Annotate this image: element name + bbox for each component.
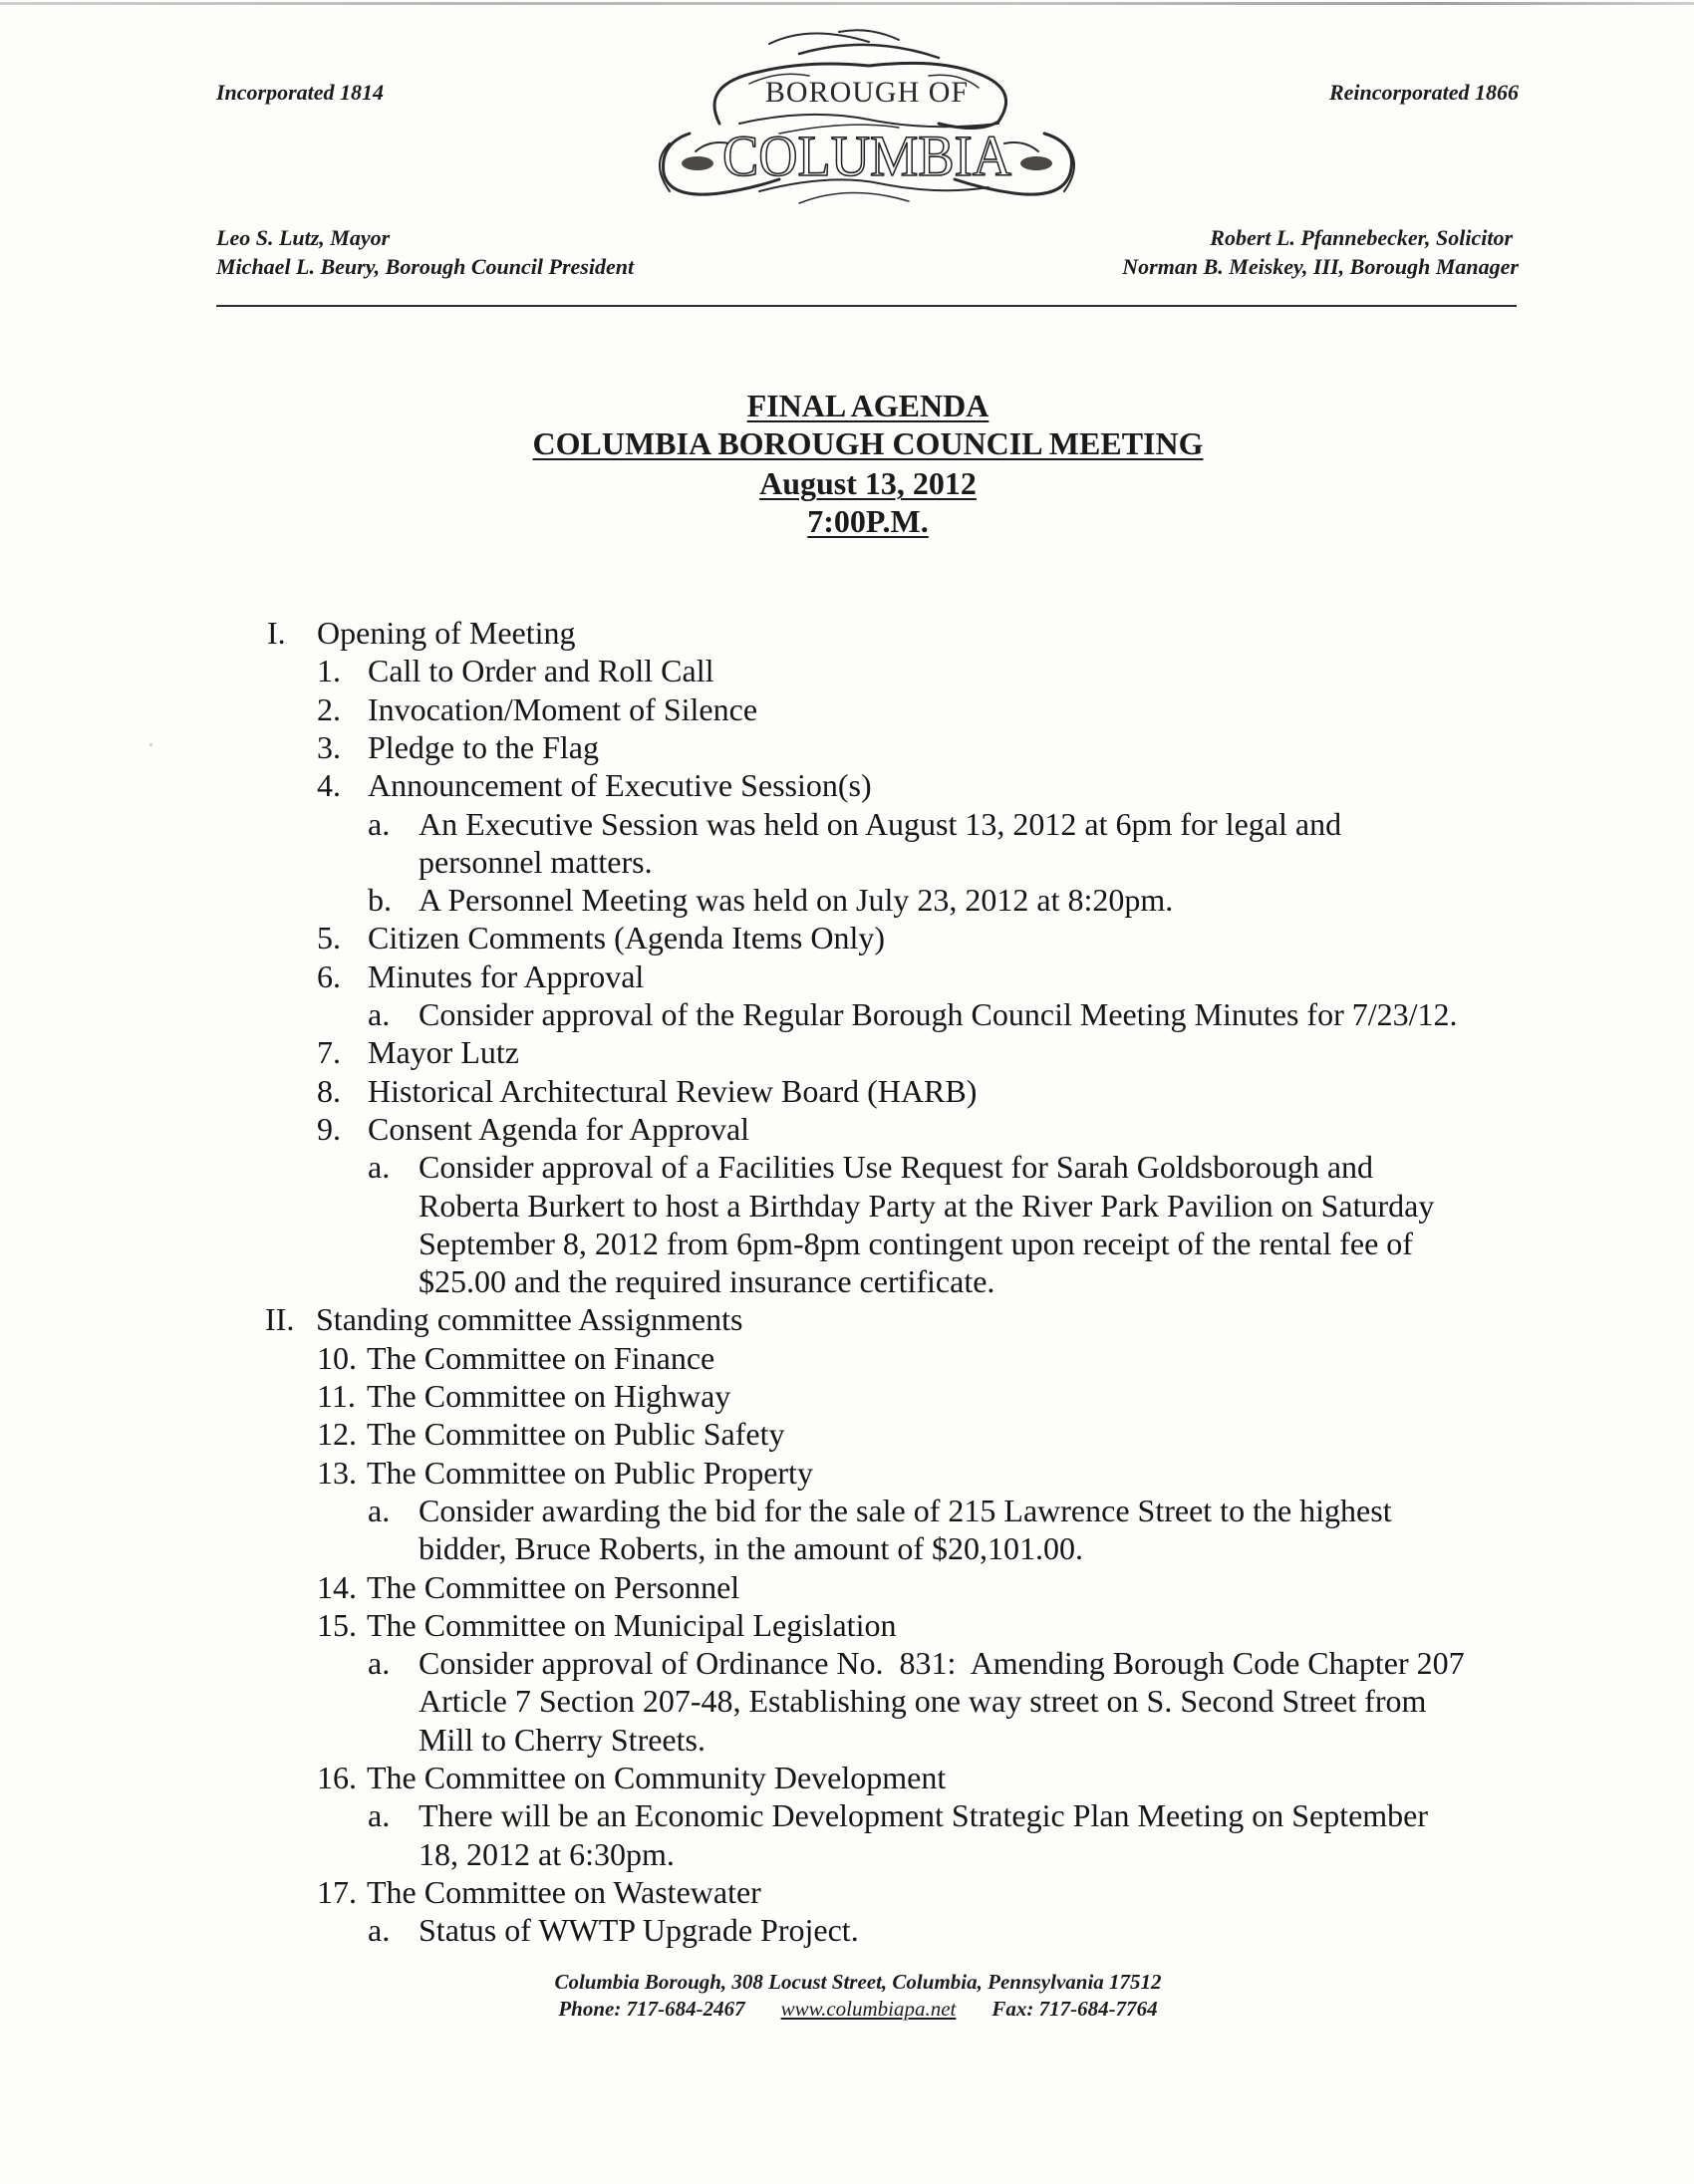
sub-item-line: Article 7 Section 207-48, Establishing one way street on S. Second Street from xyxy=(419,1683,1427,1719)
title-date: August 13, 2012 xyxy=(759,465,977,501)
item-number: 7. xyxy=(317,1034,341,1070)
agenda-item: Announcement of Executive Session(s) xyxy=(368,767,872,803)
sub-item-line: A Personnel Meeting was held on July 23, 2012 at 8:20pm. xyxy=(419,882,1174,918)
item-number: 1. xyxy=(317,653,341,688)
sub-letter: a. xyxy=(368,996,391,1032)
sub-item-line: There will be an Economic Development Strategic Plan Meeting on September xyxy=(419,1797,1429,1833)
borough-logo xyxy=(650,24,1084,207)
incorporated-label: Incorporated 1814 xyxy=(216,80,385,105)
item-number: 14. xyxy=(317,1569,357,1605)
sub-item-line: Consider approval of the Regular Borough Council Meeting Minutes for 7/23/12. xyxy=(419,996,1458,1032)
agenda-item: Invocation/Moment of Silence xyxy=(368,691,758,727)
agenda-item: The Committee on Community Development xyxy=(367,1760,947,1795)
item-number: 15. xyxy=(317,1607,357,1643)
item-number: 6. xyxy=(317,958,341,994)
agenda-item: Mayor Lutz xyxy=(368,1034,519,1070)
footer-address: Columbia Borough, 308 Locust Street, Columbia, Pennsylvania 17512 xyxy=(554,1970,1162,1994)
official-mayor: Leo S. Lutz, Mayor xyxy=(216,225,391,250)
sub-item-line: Mill to Cherry Streets. xyxy=(419,1722,706,1758)
item-number: 11. xyxy=(317,1378,356,1414)
agenda-item: Minutes for Approval xyxy=(368,958,645,994)
sub-item-line: An Executive Session was held on August 13, 2012 at 6pm for legal and xyxy=(419,806,1342,842)
sub-letter: a. xyxy=(368,1912,391,1948)
footer-contact xyxy=(0,1996,1694,2023)
agenda-item: The Committee on Municipal Legislation xyxy=(367,1607,897,1643)
item-number: 13. xyxy=(317,1455,357,1491)
item-number: 12. xyxy=(317,1416,357,1452)
sub-letter: a. xyxy=(368,1493,391,1528)
sub-letter: a. xyxy=(368,1149,391,1185)
agenda-item: Pledge to the Flag xyxy=(368,729,599,765)
sub-item-line: Consider approval of a Facilities Use Request for Sarah Goldsborough and xyxy=(419,1149,1374,1185)
sub-item-line: Roberta Burkert to host a Birthday Party at the River Park Pavilion on Saturday xyxy=(419,1188,1435,1224)
sub-item-line: Consider awarding the bid for the sale of 215 Lawrence Street to the highest xyxy=(419,1493,1392,1528)
agenda-item: Consent Agenda for Approval xyxy=(368,1111,750,1147)
item-number: 5. xyxy=(317,920,341,956)
item-number: 3. xyxy=(317,729,341,765)
letterhead-divider xyxy=(216,305,1517,307)
sub-letter: a. xyxy=(368,806,391,842)
scan-edge-line xyxy=(0,2,1694,5)
section-numeral: I. xyxy=(267,615,286,651)
scan-speck xyxy=(149,743,152,746)
official-manager: Norman B. Meiskey, III, Borough Manager xyxy=(1122,254,1519,279)
footer-phone: Phone: 717-684-2467 xyxy=(558,1997,745,2021)
sub-item-line: $25.00 and the required insurance certificate. xyxy=(419,1263,995,1299)
agenda-item: The Committee on Highway xyxy=(367,1378,731,1414)
sub-letter: a. xyxy=(368,1645,391,1681)
sub-item-line: personnel matters. xyxy=(419,844,653,880)
agenda-item: Citizen Comments (Agenda Items Only) xyxy=(368,920,886,956)
section-heading: Standing committee Assignments xyxy=(316,1301,743,1337)
sub-item-line: bidder, Bruce Roberts, in the amount of $20,101.00. xyxy=(419,1530,1084,1566)
sub-item-line: September 8, 2012 from 6pm-8pm contingent upon receipt of the rental fee of xyxy=(419,1226,1413,1261)
official-solicitor: Robert L. Pfannebecker, Solicitor xyxy=(1210,225,1513,250)
agenda-item: The Committee on Public Safety xyxy=(367,1416,785,1452)
sub-item-line: Status of WWTP Upgrade Project. xyxy=(419,1912,859,1948)
agenda-item: The Committee on Public Property xyxy=(367,1455,813,1491)
agenda-item: Call to Order and Roll Call xyxy=(368,653,714,688)
title-final-agenda: FINAL AGENDA xyxy=(746,388,989,423)
title-time: 7:00P.M. xyxy=(807,503,929,539)
item-number: 16. xyxy=(317,1760,357,1795)
item-number: 8. xyxy=(317,1073,341,1109)
agenda-item: The Committee on Personnel xyxy=(367,1569,740,1605)
official-council-president: Michael L. Beury, Borough Council President xyxy=(216,254,635,279)
title-meeting: COLUMBIA BOROUGH COUNCIL MEETING xyxy=(532,425,1204,461)
logo-line2: COLUMBIA xyxy=(722,124,1012,188)
sub-letter: b. xyxy=(368,882,392,918)
reincorporated-label: Reincorporated 1866 xyxy=(1328,80,1519,105)
item-number: 2. xyxy=(317,691,341,727)
sub-letter: a. xyxy=(368,1797,391,1833)
sub-item-line: Consider approval of Ordinance No. 831: Amending Borough Code Chapter 207 xyxy=(419,1645,1465,1681)
footer-fax: Fax: 717-684-7764 xyxy=(991,1997,1158,2021)
footer-website-link[interactable]: www.columbiapa.net xyxy=(780,1997,957,2021)
section-numeral: II. xyxy=(265,1301,295,1337)
section-heading: Opening of Meeting xyxy=(317,615,576,651)
logo-line1: BOROUGH OF xyxy=(764,76,970,109)
item-number: 17. xyxy=(317,1874,357,1910)
item-number: 9. xyxy=(317,1111,341,1147)
item-number: 4. xyxy=(317,767,341,803)
agenda-item: Historical Architectural Review Board (HARB) xyxy=(368,1073,978,1109)
agenda-item: The Committee on Wastewater xyxy=(367,1874,761,1910)
sub-item-line: 18, 2012 at 6:30pm. xyxy=(419,1836,675,1872)
item-number: 10. xyxy=(317,1340,357,1376)
agenda-item: The Committee on Finance xyxy=(367,1340,715,1376)
